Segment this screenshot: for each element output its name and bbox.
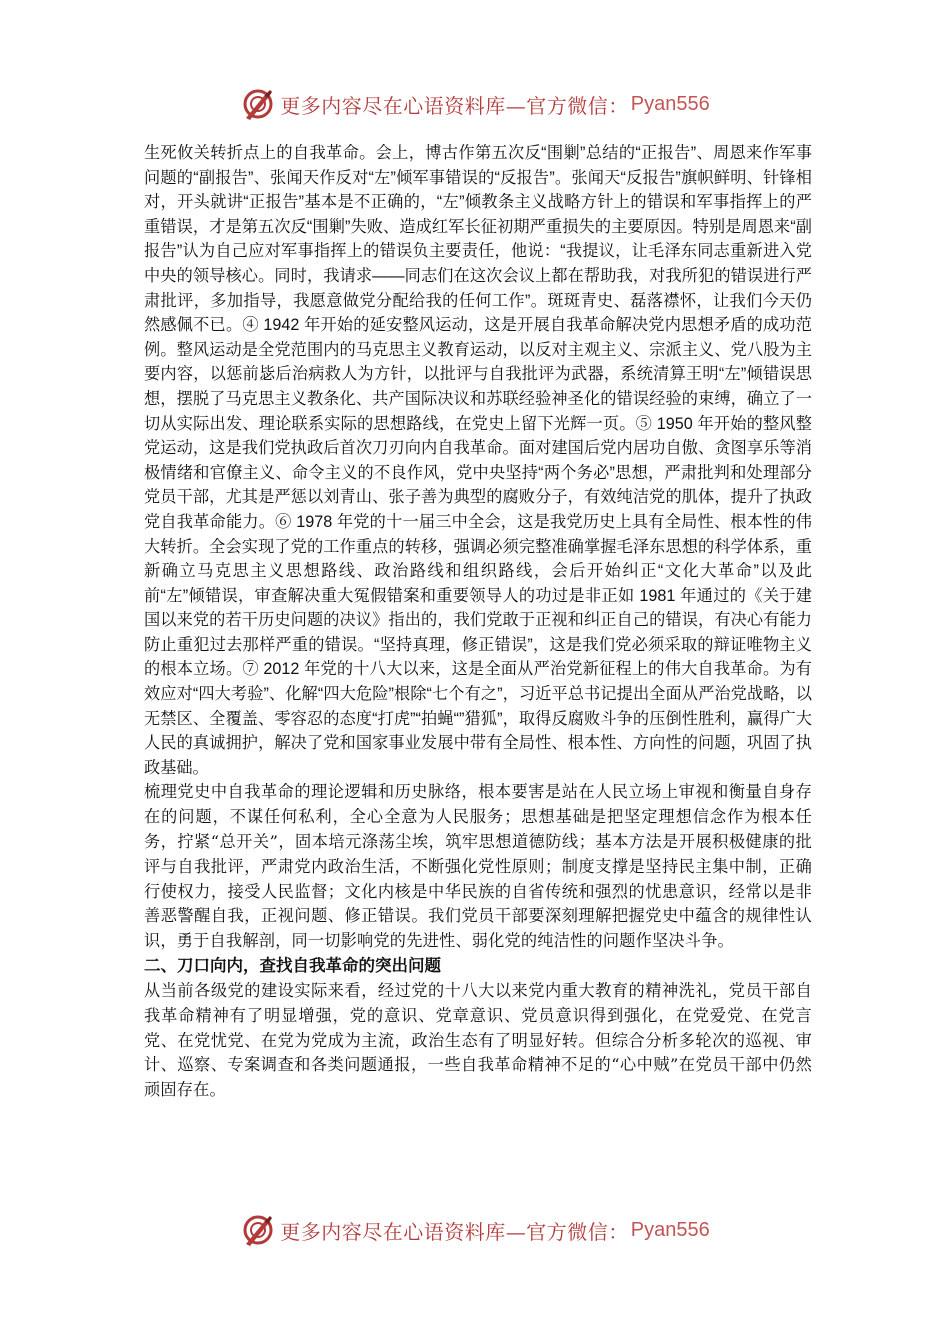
footer-wechat-id: Pyan556 xyxy=(630,1218,710,1241)
header-site-text: 更多内容尽在心语资料库—官方微信： xyxy=(280,93,629,118)
footer-site-text: 更多内容尽在心语资料库—官方微信： xyxy=(280,1219,629,1244)
paragraph-summary: 梳理党史中自我革命的理论逻辑和历史脉络，根本要害是站在人民立场上审视和衡量自身存在的问题，不谋任何私利，全心全意为人民服务；思想基础是把坚定理想信念作为根本任务，拧紧“总开关”，固本培元涤荡尘埃，筑牢思想道德防线；基本方法是开展积极健康的批评与自我批评，严肃党内政治生活，不断强化党性原则；制度支撑是坚持民主集中制，正确行使权力，接受人民监督；文化内核是中华民族的自省传统和强烈的忧患意识，经常以是非善恶警醒自我，正视问题、修正错误。我们党员干部要深刻理解把握党史中蕴含的规律性认识，勇于自我解剖，同一切影响党的先进性、弱化党的纯洁性的问题作坚决斗争。 xyxy=(144,782,812,951)
document-body xyxy=(144,141,812,1103)
pen-logo-icon xyxy=(240,1212,276,1248)
paragraph-history: 生死攸关转折点上的自我革命。会上，博古作第五次反“围剿”总结的“正报告”、周恩来作军事问题的“副报告”、张闻天作反对“左”倾军事错误的“反报告”。张闻天“反报告”旗帜鲜明、针锋相对，开头就讲“正报告”基本是不正确的，“左”倾教条主义战略方针上的错误和军事指挥上的严重错误，才是第五次反“围剿”失败、造成红军长征初期严重损失的主要原因。特别是周恩来“副报告”认为自己应对军事指挥上的错误负主要责任，他说：“我提议，让毛泽东同志重新进入党中央的领导核心。同时，我请求——同志们在这次会议上都在帮助我，对我所犯的错误进行严肃批评，多加指导，我愿意做党分配给我的任何工作”。斑斑青史、磊落襟怀，让我们今天仍然感佩不已。④ 1942 年开始的延安整风运动，这是开展自我革命解决党内思想矛盾的成功范例。整风运动是全党范围内的马克思主义教育运动，以反对主观主义、宗派主义、党八股为主要内容，以惩前毖后治病救人为方针，以批评与自我批评为武器，系统清算王明“左”倾错误思想，摆脱了马克思主义教条化、共产国际决议和苏联经验神圣化的错误经验的束缚，确立了一切从实际出发、理论联系实际的思想路线，在党史上留下光辉一页。⑤ 1950 年开始的整风整党运动，这是我们党执政后首次刀刃向内自我革命。面对建国后党内居功自傲、贪图享乐等消极情绪和官僚主义、命令主义的不良作风，党中央坚持“两个务必”思想，严肃批判和处理部分党员干部，尤其是严惩以刘青山、张子善为典型的腐败分子，有效纯洁党的肌体，提升了执政党自我革命能力。⑥ 1978 年党的十一届三中全会，这是我党历史上具有全局性、根本性的伟大转折。全会实现了党的工作重点的转移，强调必须完整准确掌握毛泽东思想的科学体系，重新确立马克思主义思想路线、政治路线和组织路线，会后开始纠正“文化大革命”以及此前“左”倾错误，审查解决重大冤假错案和重要领导人的功过是非正如 1981 年通过的《关于建国以来党的若干历史问题的决议》指出的，我们党敢于正视和纠正自己的错误，有决心有能力防止重犯过去那样严重的错误。“坚持真理，修正错误”，这是我们党必须采取的辩证唯物主义的根本立场。⑦ 2012 年党的十八大以来，这是全面从严治党新征程上的伟大自我革命。为有效应对“四大考验”、化解“四大危险”根除“七个有之”，习近平总书记提出全面从严治党战略，以无禁区、全覆盖、零容忍的态度“打虎”“拍蝇“”猎狐”，取得反腐败斗争的压倒性胜利，赢得广大人民的真诚拥护，解决了党和国家事业发展中带有全局性、根本性、方向性的问题，巩固了执政基础。 xyxy=(144,144,812,777)
header-wechat-id: Pyan556 xyxy=(630,92,710,115)
section-heading: 二、刀口向内，查找自我革命的突出问题 xyxy=(144,957,441,976)
header-banner xyxy=(0,84,950,124)
paragraph-section2: 从当前各级党的建设实际来看，经过党的十八大以来党内重大教育的精神洗礼，党员干部自我革命精神有了明显增强，党的意识、党章意识、党员意识得到强化，在党爱党、在党言党、在党忧党、在党为党成为主流，政治生态有了明显好转。但综合分析多轮次的巡视、审计、巡察、专案调查和各类问题通报，一些自我革命精神不足的“心中贼”在党员干部中仍然顽固存在。 xyxy=(144,981,812,1100)
pen-logo-icon xyxy=(240,86,276,122)
footer-banner xyxy=(0,1210,950,1250)
